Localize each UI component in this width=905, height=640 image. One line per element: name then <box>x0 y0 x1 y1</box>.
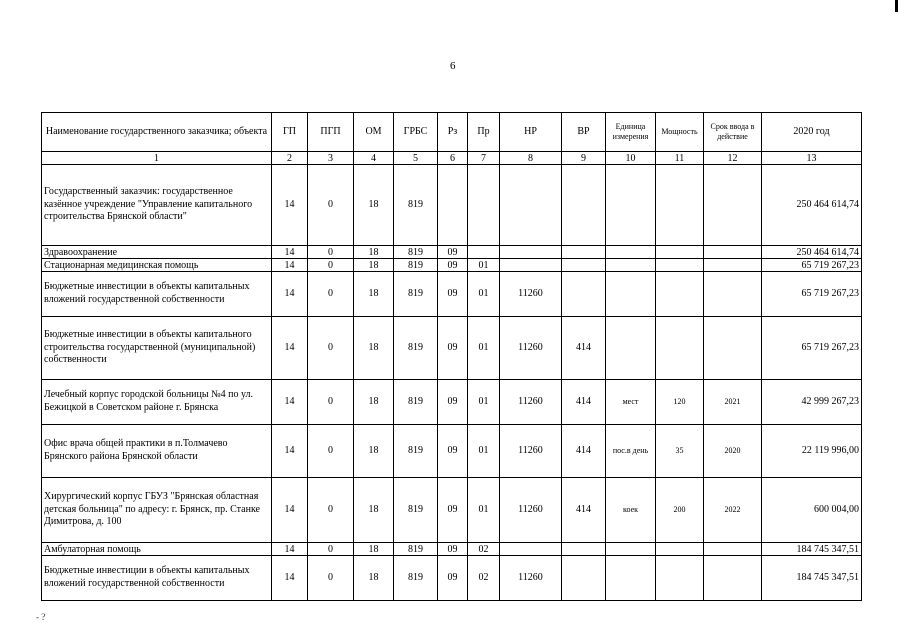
table-row-cell-5: 819 <box>394 543 438 556</box>
table-row-cell-11 <box>656 543 704 556</box>
table-row-cell-6: 09 <box>438 556 468 601</box>
table-row-cell-6: 09 <box>438 380 468 425</box>
table-row-cell-4: 18 <box>354 259 394 272</box>
table-row-cell-3: 0 <box>308 543 354 556</box>
table-row-cell-1: Амбулаторная помощь <box>42 543 272 556</box>
table-row-cell-12: 2022 <box>704 478 762 543</box>
table-row-cell-11: 120 <box>656 380 704 425</box>
table-row-cell-6: 09 <box>438 478 468 543</box>
table-row-cell-12: 2020 <box>704 425 762 478</box>
header-row-cell-1: Наименование государственного заказчика; объекта <box>42 113 272 152</box>
table-row <box>42 165 862 246</box>
table-row-cell-8 <box>500 165 562 246</box>
table-row-cell-5: 819 <box>394 165 438 246</box>
table-row-cell-4: 18 <box>354 317 394 380</box>
table-row-cell-3: 0 <box>308 259 354 272</box>
table-row-cell-11 <box>656 272 704 317</box>
column-number-row-cell-11: 11 <box>656 152 704 165</box>
table-row-cell-7 <box>468 246 500 259</box>
column-number-row-cell-2: 2 <box>272 152 308 165</box>
table-row-cell-4: 18 <box>354 543 394 556</box>
column-number-row <box>42 152 862 165</box>
table-row-cell-7: 01 <box>468 272 500 317</box>
header-row-cell-7: Пр <box>468 113 500 152</box>
table-row-cell-11 <box>656 556 704 601</box>
table-row-cell-9 <box>562 246 606 259</box>
column-number-row-cell-8: 8 <box>500 152 562 165</box>
table-row-cell-3: 0 <box>308 246 354 259</box>
table-row-cell-10 <box>606 259 656 272</box>
table-row-cell-2: 14 <box>272 259 308 272</box>
table-row-cell-1: Бюджетные инвестиции в объекты капитальных вложений государственной собственности <box>42 556 272 601</box>
table-row-cell-13: 184 745 347,51 <box>762 556 862 601</box>
table-row-cell-3: 0 <box>308 478 354 543</box>
table-row-cell-9: 414 <box>562 425 606 478</box>
table-row-cell-1: Бюджетные инвестиции в объекты капитальных вложений государственной собственности <box>42 272 272 317</box>
table-row-cell-1: Офис врача общей практики в п.Толмачево Брянского района Брянской области <box>42 425 272 478</box>
table-row-cell-3: 0 <box>308 317 354 380</box>
table-row-cell-12: 2021 <box>704 380 762 425</box>
table-row <box>42 272 862 317</box>
table-row <box>42 556 862 601</box>
table-row-cell-8: 11260 <box>500 272 562 317</box>
table-row <box>42 259 862 272</box>
table-row-cell-5: 819 <box>394 478 438 543</box>
table-row-cell-9: 414 <box>562 478 606 543</box>
table-row-cell-1: Здравоохранение <box>42 246 272 259</box>
column-number-row-cell-4: 4 <box>354 152 394 165</box>
table-row-cell-5: 819 <box>394 272 438 317</box>
header-row-cell-2: ГП <box>272 113 308 152</box>
table-row-cell-5: 819 <box>394 556 438 601</box>
table-row-cell-11 <box>656 259 704 272</box>
table-row-cell-7: 02 <box>468 556 500 601</box>
table-row-cell-11 <box>656 246 704 259</box>
table-row-cell-10: мест <box>606 380 656 425</box>
table-row <box>42 478 862 543</box>
table-row-cell-11: 200 <box>656 478 704 543</box>
table-row-cell-9 <box>562 272 606 317</box>
table-row-cell-6: 09 <box>438 272 468 317</box>
table-row-cell-7: 01 <box>468 478 500 543</box>
table-row-cell-13: 250 464 614,74 <box>762 165 862 246</box>
table-row-cell-9: 414 <box>562 317 606 380</box>
table-row-cell-4: 18 <box>354 165 394 246</box>
table-row-cell-7: 02 <box>468 543 500 556</box>
table-row-cell-8: 11260 <box>500 478 562 543</box>
column-number-row-cell-3: 3 <box>308 152 354 165</box>
table-row-cell-1: Лечебный корпус городской больницы №4 по ул. Бежицкой в Советском районе г. Брянска <box>42 380 272 425</box>
header-row-cell-8: НР <box>500 113 562 152</box>
header-row-cell-5: ГРБС <box>394 113 438 152</box>
table-row-cell-3: 0 <box>308 380 354 425</box>
table-row-cell-8: 11260 <box>500 317 562 380</box>
table-row-cell-6: 09 <box>438 425 468 478</box>
table-row-cell-10 <box>606 165 656 246</box>
header-row-cell-9: ВР <box>562 113 606 152</box>
table-row-cell-13: 65 719 267,23 <box>762 272 862 317</box>
column-number-row-cell-7: 7 <box>468 152 500 165</box>
table-row <box>42 425 862 478</box>
table-row-cell-3: 0 <box>308 272 354 317</box>
table-row-cell-2: 14 <box>272 478 308 543</box>
table-row-cell-9 <box>562 165 606 246</box>
table-row-cell-7: 01 <box>468 380 500 425</box>
table-row-cell-6: 09 <box>438 259 468 272</box>
table-row-cell-9 <box>562 259 606 272</box>
table-row-cell-2: 14 <box>272 425 308 478</box>
table-row-cell-8: 11260 <box>500 425 562 478</box>
table-row-cell-2: 14 <box>272 380 308 425</box>
table-row-cell-10 <box>606 246 656 259</box>
column-number-row-cell-5: 5 <box>394 152 438 165</box>
column-number-row-cell-12: 12 <box>704 152 762 165</box>
table-row-cell-12 <box>704 165 762 246</box>
column-number-row-cell-10: 10 <box>606 152 656 165</box>
table-row-cell-5: 819 <box>394 380 438 425</box>
table-row-cell-1: Хирургический корпус ГБУЗ "Брянская областная детская больница" по адресу: г. Брянск, пр. Станке Димитрова, д. 100 <box>42 478 272 543</box>
table-row-cell-2: 14 <box>272 556 308 601</box>
page-number: 6 <box>450 60 456 72</box>
header-row-cell-11: Мощность <box>656 113 704 152</box>
table-row-cell-13: 22 119 996,00 <box>762 425 862 478</box>
table-row-cell-11: 35 <box>656 425 704 478</box>
table-row-cell-8 <box>500 543 562 556</box>
table-row-cell-5: 819 <box>394 259 438 272</box>
table-row-cell-13: 65 719 267,23 <box>762 259 862 272</box>
table-row-cell-6: 09 <box>438 246 468 259</box>
header-row-cell-6: Рз <box>438 113 468 152</box>
table-row-cell-2: 14 <box>272 543 308 556</box>
table-row-cell-7: 01 <box>468 259 500 272</box>
table-row-cell-1: Государственный заказчик: государственное казённое учреждение "Управление капитального строительства Брянской области" <box>42 165 272 246</box>
table-row-cell-4: 18 <box>354 425 394 478</box>
table-row-cell-8: 11260 <box>500 380 562 425</box>
table-body <box>42 113 862 601</box>
header-row-cell-10: Единица измерения <box>606 113 656 152</box>
table-row-cell-5: 819 <box>394 425 438 478</box>
edge-mark <box>895 0 898 12</box>
table-row-cell-10: пос.в день <box>606 425 656 478</box>
table-row-cell-3: 0 <box>308 425 354 478</box>
table-row <box>42 246 862 259</box>
table-row-cell-13: 65 719 267,23 <box>762 317 862 380</box>
table-row-cell-12 <box>704 556 762 601</box>
table-row-cell-1: Стационарная медицинская помощь <box>42 259 272 272</box>
table-row-cell-12 <box>704 543 762 556</box>
footer-mark: - ? <box>36 612 46 622</box>
table-row-cell-4: 18 <box>354 556 394 601</box>
table-row-cell-9 <box>562 556 606 601</box>
column-number-row-cell-9: 9 <box>562 152 606 165</box>
table-row-cell-8 <box>500 259 562 272</box>
table-row-cell-2: 14 <box>272 246 308 259</box>
table-row <box>42 543 862 556</box>
table-row-cell-12 <box>704 317 762 380</box>
table-row-cell-13: 600 004,00 <box>762 478 862 543</box>
table-row-cell-13: 184 745 347,51 <box>762 543 862 556</box>
table-row-cell-6: 09 <box>438 543 468 556</box>
table-row-cell-7: 01 <box>468 317 500 380</box>
header-row <box>42 113 862 152</box>
table-row-cell-9: 414 <box>562 380 606 425</box>
column-number-row-cell-13: 13 <box>762 152 862 165</box>
header-row-cell-4: ОМ <box>354 113 394 152</box>
table-row-cell-3: 0 <box>308 165 354 246</box>
table-row-cell-2: 14 <box>272 272 308 317</box>
table-row-cell-12 <box>704 272 762 317</box>
table-row-cell-10 <box>606 556 656 601</box>
table-row-cell-13: 250 464 614,74 <box>762 246 862 259</box>
header-row-cell-13: 2020 год <box>762 113 862 152</box>
table-row-cell-8: 11260 <box>500 556 562 601</box>
column-number-row-cell-1: 1 <box>42 152 272 165</box>
table-row-cell-10 <box>606 543 656 556</box>
table-row-cell-9 <box>562 543 606 556</box>
table-row-cell-10 <box>606 272 656 317</box>
table-row-cell-4: 18 <box>354 380 394 425</box>
table-row-cell-12 <box>704 246 762 259</box>
table-row-cell-3: 0 <box>308 556 354 601</box>
table-row-cell-10 <box>606 317 656 380</box>
table-row-cell-2: 14 <box>272 317 308 380</box>
table-row-cell-6: 09 <box>438 317 468 380</box>
table-row-cell-5: 819 <box>394 246 438 259</box>
table-row-cell-7 <box>468 165 500 246</box>
table-row-cell-5: 819 <box>394 317 438 380</box>
table-row-cell-11 <box>656 317 704 380</box>
table-row-cell-4: 18 <box>354 246 394 259</box>
table-row-cell-4: 18 <box>354 272 394 317</box>
budget-table <box>41 112 862 601</box>
table-row-cell-7: 01 <box>468 425 500 478</box>
table-row <box>42 380 862 425</box>
table-row-cell-8 <box>500 246 562 259</box>
table-row-cell-6 <box>438 165 468 246</box>
header-row-cell-3: ПГП <box>308 113 354 152</box>
table-row-cell-2: 14 <box>272 165 308 246</box>
table-row-cell-11 <box>656 165 704 246</box>
table-row <box>42 317 862 380</box>
table-row-cell-12 <box>704 259 762 272</box>
header-row-cell-12: Срок ввода в действие <box>704 113 762 152</box>
column-number-row-cell-6: 6 <box>438 152 468 165</box>
table-row-cell-1: Бюджетные инвестиции в объекты капитального строительства государственной (муниципальной) собственности <box>42 317 272 380</box>
table-row-cell-13: 42 999 267,23 <box>762 380 862 425</box>
table-row-cell-10: коек <box>606 478 656 543</box>
table-row-cell-4: 18 <box>354 478 394 543</box>
